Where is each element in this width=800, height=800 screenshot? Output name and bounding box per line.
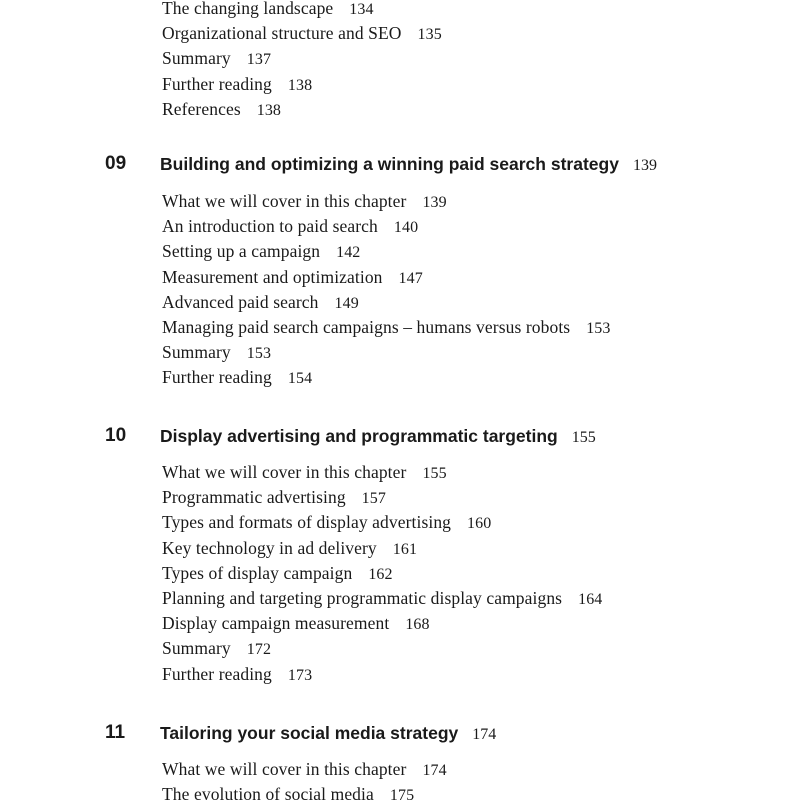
toc-entry-page: 139 [422,194,447,211]
toc-entry-list-ch11 [162,757,447,800]
toc-entry-page: 135 [417,26,442,44]
toc-entry [162,0,442,21]
toc-entry-page: 138 [287,76,313,94]
toc-entry-page: 174 [422,762,447,779]
toc-entry-page: 149 [334,294,359,312]
chapter-number: 10 [105,425,127,446]
toc-entry [162,290,611,315]
toc-entry-list-prev [162,0,442,122]
toc-entry [162,536,602,561]
toc-entry [162,21,442,46]
toc-entry-page: 137 [246,51,272,69]
toc-entry-page: 173 [287,666,313,684]
toc-entry [162,265,611,290]
toc-entry [162,636,602,661]
toc-entry-page: 161 [392,540,418,558]
toc-entry-page: 157 [361,490,386,508]
toc-entry-title: Summary [162,342,231,363]
toc-entry-title: What we will cover in this chapter [162,759,407,779]
toc-entry-title: Organizational structure and SEO [162,23,402,44]
toc-entry-page: 172 [246,641,272,659]
toc-entry [162,782,447,800]
chapter-title: Display advertising and programmatic targeting [160,426,558,446]
chapter-title-line [160,149,657,181]
toc-entry-page: 154 [287,370,313,388]
toc-entry-title: Further reading [162,73,272,94]
toc-entry [162,460,602,485]
toc-entry-list-ch09 [162,189,611,391]
toc-entry-title: Setting up a campaign [162,241,321,262]
toc-entry-title: Advanced paid search [162,291,319,312]
toc-entry-title: An introduction to paid search [162,216,378,237]
toc-entry [162,365,611,390]
toc-entry [162,561,602,586]
chapter-title-line [160,421,596,453]
toc-entry-page: 162 [368,565,393,583]
toc-entry-title: The evolution of social media [162,784,374,800]
chapter-title: Building and optimizing a winning paid search strategy [160,154,619,174]
toc-entry-title: Types and formats of display advertising [162,512,452,533]
chapter-number: 11 [105,722,126,743]
toc-entry-list-ch10 [162,460,602,687]
toc-entry [162,214,611,239]
toc-entry-title: The changing landscape [162,0,334,18]
toc-entry-title: Display campaign measurement [162,613,390,634]
chapter-number: 09 [105,153,127,174]
chapter-title-line [160,718,496,750]
chapter-page: 174 [472,726,497,743]
toc-entry-page: 160 [467,515,492,533]
toc-entry [162,510,602,535]
toc-entry-page: 164 [578,590,603,608]
toc-entry-page: 168 [405,616,430,634]
toc-entry-title: Key technology in ad delivery [162,537,377,558]
toc-entry [162,97,442,122]
toc-entry-title: Planning and targeting programmatic display campaigns [162,587,563,608]
toc-entry-page: 153 [246,345,272,363]
toc-entry-title: Measurement and optimization [162,266,383,287]
toc-entry-title: Summary [162,48,231,69]
toc-entry [162,586,602,611]
toc-entry-title: References [162,98,241,119]
toc-entry [162,611,602,636]
toc-entry [162,189,611,214]
toc-entry [162,662,602,687]
toc-entry-title: What we will cover in this chapter [162,462,407,482]
toc-entry-title: Further reading [162,367,272,388]
toc-entry [162,757,447,782]
chapter-page: 139 [632,157,657,174]
toc-entry-title: Types of display campaign [162,562,353,583]
toc-entry-title: What we will cover in this chapter [162,191,407,211]
toc-entry-page: 175 [389,787,415,800]
toc-entry [162,46,442,71]
chapter-title: Tailoring your social media strategy [160,723,459,743]
chapter-page: 155 [571,429,596,446]
toc-entry-page: 147 [398,269,423,287]
toc-entry-title: Programmatic advertising [162,487,346,508]
toc-entry-page: 153 [586,319,611,337]
toc-entry-title: Managing paid search campaigns – humans versus robots [162,316,571,337]
toc-entry-page: 155 [422,465,447,482]
toc-entry-title: Further reading [162,663,272,684]
toc-entry-page: 140 [393,219,419,237]
toc-entry [162,315,611,340]
toc-entry-page: 138 [256,101,282,119]
toc-entry [162,72,442,97]
toc-entry-page: 134 [349,1,374,18]
toc-entry [162,239,611,264]
toc-entry-page: 142 [336,244,361,262]
toc-entry [162,340,611,365]
toc-entry [162,485,602,510]
toc-entry-title: Summary [162,638,231,659]
